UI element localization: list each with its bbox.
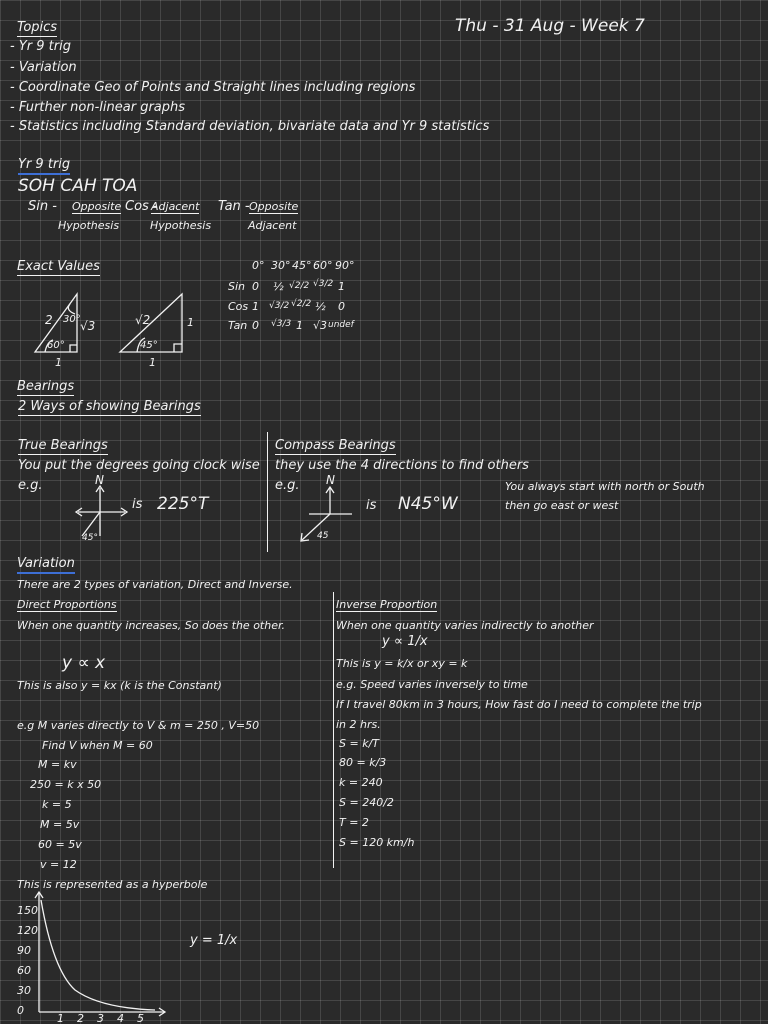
exact-values-heading: Exact Values bbox=[17, 259, 100, 274]
compass-bearings-desc: they use the 4 directions to find others bbox=[275, 458, 529, 473]
direct-also: This is also y = kx (k is the Constant) bbox=[17, 679, 222, 692]
topic-item: - Variation bbox=[10, 60, 77, 75]
compass-bearing-diagram bbox=[297, 473, 377, 548]
direct-title: Direct Proportions bbox=[17, 598, 117, 611]
true-north-label: N bbox=[95, 473, 104, 487]
direct-example-line: e.g M varies directly to V & m = 250 , V=50 bbox=[17, 719, 260, 732]
inverse-step: S = k/T bbox=[339, 737, 379, 750]
inverse-example-q1: If I travel 80km in 3 hours, How fast do I need to complete the trip bbox=[336, 698, 702, 711]
table-cell: 1 bbox=[252, 300, 259, 313]
table-cell: √3/2 bbox=[269, 301, 290, 311]
tri2-hyp: √2 bbox=[135, 313, 151, 327]
direct-example-line: M = kv bbox=[38, 758, 77, 771]
y-tick-label: 150 bbox=[17, 904, 38, 917]
inverse-step: T = 2 bbox=[339, 816, 369, 829]
table-header: 60° bbox=[313, 259, 333, 272]
x-tick-label: 1 bbox=[57, 1012, 64, 1024]
tri1-side: √3 bbox=[80, 319, 96, 333]
true-is: is bbox=[132, 497, 143, 512]
cos-label: Cos - bbox=[125, 199, 158, 214]
bearings-divider bbox=[267, 432, 268, 552]
true-bearing-value: 225°T bbox=[157, 494, 209, 514]
variation-heading: Variation bbox=[17, 556, 75, 574]
table-cell: √2/2 bbox=[291, 299, 312, 309]
hyperbola-curve bbox=[41, 900, 155, 1010]
table-cell: √2/2 bbox=[289, 281, 310, 291]
x-tick-label: 2 bbox=[77, 1012, 84, 1024]
inverse-this-is: This is y = k/x or xy = k bbox=[336, 657, 468, 670]
table-row-label: Cos bbox=[228, 300, 249, 313]
tri1-angle-top: 30° bbox=[63, 314, 81, 325]
tan-denominator: Adjacent bbox=[248, 219, 297, 232]
direct-desc: When one quantity increases, So does the other. bbox=[17, 619, 285, 632]
inverse-step: S = 120 km/h bbox=[339, 836, 415, 849]
tri1-hyp: 2 bbox=[45, 313, 53, 327]
table-cell: 0 bbox=[252, 280, 259, 293]
table-cell: ½ bbox=[273, 280, 284, 293]
bearings-heading: Bearings bbox=[17, 379, 75, 394]
inverse-step: S = 240/2 bbox=[339, 796, 394, 809]
compass-angle-label: 45 bbox=[317, 531, 329, 541]
variation-divider bbox=[333, 592, 334, 868]
compass-bearings-eg: e.g. bbox=[275, 478, 300, 493]
tri1-base: 1 bbox=[55, 356, 62, 369]
table-cell: ½ bbox=[315, 300, 326, 313]
tri1-angle-bottom: 60° bbox=[47, 340, 65, 351]
triangle-45 bbox=[115, 290, 205, 369]
table-cell: 0 bbox=[338, 300, 345, 313]
y-tick-label: 90 bbox=[17, 944, 31, 957]
table-cell: √3/2 bbox=[313, 279, 334, 289]
topics-title: Topics bbox=[17, 20, 58, 35]
inverse-example-intro: e.g. Speed varies inversely to time bbox=[336, 678, 528, 691]
date-heading: Thu - 31 Aug - Week 7 bbox=[455, 16, 645, 36]
compass-north-label: N bbox=[326, 473, 335, 487]
inverse-desc: When one quantity varies indirectly to another bbox=[336, 619, 594, 632]
direct-formula: y ∝ x bbox=[62, 653, 106, 673]
inverse-example-q2: in 2 hrs. bbox=[336, 718, 381, 731]
tri2-base: 1 bbox=[149, 356, 156, 369]
inverse-title: Inverse Proportion bbox=[336, 598, 438, 611]
x-tick-label: 4 bbox=[117, 1012, 124, 1024]
trig-heading: Yr 9 trig bbox=[18, 157, 70, 175]
true-bearings-eg: e.g. bbox=[18, 478, 43, 493]
variation-intro: There are 2 types of variation, Direct and Inverse. bbox=[17, 578, 293, 591]
cos-denominator: Hypothesis bbox=[150, 219, 212, 232]
y-tick-label: 30 bbox=[17, 984, 31, 997]
table-header: 45° bbox=[292, 259, 312, 272]
table-cell: undef bbox=[328, 320, 354, 330]
sin-denominator: Hypothesis bbox=[58, 219, 120, 232]
table-cell: 1 bbox=[296, 319, 303, 332]
table-cell: 0 bbox=[252, 319, 259, 332]
tan-numerator: Opposite bbox=[249, 200, 299, 213]
inverse-step: 80 = k/3 bbox=[339, 756, 387, 769]
topic-item: - Further non-linear graphs bbox=[10, 100, 186, 115]
y-tick-label: 0 bbox=[17, 1004, 24, 1017]
direct-example-line: 60 = 5v bbox=[38, 838, 82, 851]
compass-note-line1: You always start with north or South bbox=[505, 480, 705, 493]
compass-bearings-title: Compass Bearings bbox=[275, 438, 396, 453]
tri2-side: 1 bbox=[187, 316, 194, 329]
topic-item: - Yr 9 trig bbox=[10, 39, 71, 54]
graph-note: This is represented as a hyperbole bbox=[17, 878, 208, 891]
compass-is: is bbox=[366, 498, 377, 513]
table-header: 30° bbox=[271, 259, 291, 272]
table-cell: 1 bbox=[338, 280, 345, 293]
hyperbola-graph bbox=[5, 890, 175, 1024]
y-tick-label: 120 bbox=[17, 924, 38, 937]
table-cell: √3 bbox=[313, 319, 328, 332]
table-row-label: Sin bbox=[228, 280, 246, 293]
topic-item: - Statistics including Standard deviation, bivariate data and Yr 9 statistics bbox=[10, 119, 490, 134]
direct-example-line: v = 12 bbox=[40, 858, 77, 871]
direct-example-line: k = 5 bbox=[42, 798, 72, 811]
true-bearing-compass bbox=[70, 473, 150, 548]
table-header: 90° bbox=[335, 259, 355, 272]
x-tick-label: 3 bbox=[97, 1012, 104, 1024]
inverse-formula: y ∝ 1/x bbox=[382, 634, 428, 649]
compass-bearing-value: N45°W bbox=[398, 494, 458, 514]
sin-label: Sin - bbox=[28, 199, 57, 214]
true-angle-label: 45° bbox=[82, 533, 98, 543]
cos-numerator: Adjacent bbox=[151, 200, 200, 213]
tri2-angle: 45° bbox=[140, 340, 158, 351]
bearings-subheading: 2 Ways of showing Bearings bbox=[18, 399, 201, 414]
y-tick-label: 60 bbox=[17, 964, 31, 977]
tan-label: Tan - bbox=[218, 199, 250, 214]
sin-numerator: Opposite bbox=[72, 200, 122, 213]
graph-equation: y = 1/x bbox=[190, 933, 238, 948]
table-cell: √3/3 bbox=[271, 319, 292, 329]
topic-item: - Coordinate Geo of Points and Straight lines including regions bbox=[10, 80, 416, 95]
true-bearings-desc: You put the degrees going clock wise bbox=[18, 458, 260, 473]
soh-cah-toa: SOH CAH TOA bbox=[18, 176, 138, 196]
triangle-30-60 bbox=[25, 290, 105, 369]
compass-note-line2: then go east or west bbox=[505, 499, 619, 512]
direct-example-line: M = 5v bbox=[40, 818, 80, 831]
direct-example-line: 250 = k x 50 bbox=[30, 778, 102, 791]
x-tick-label: 5 bbox=[137, 1012, 144, 1024]
table-header: 0° bbox=[252, 259, 265, 272]
true-bearings-title: True Bearings bbox=[18, 438, 108, 453]
table-row-label: Tan bbox=[228, 319, 248, 332]
inverse-step: k = 240 bbox=[339, 776, 383, 789]
direct-example-line: Find V when M = 60 bbox=[42, 739, 153, 752]
